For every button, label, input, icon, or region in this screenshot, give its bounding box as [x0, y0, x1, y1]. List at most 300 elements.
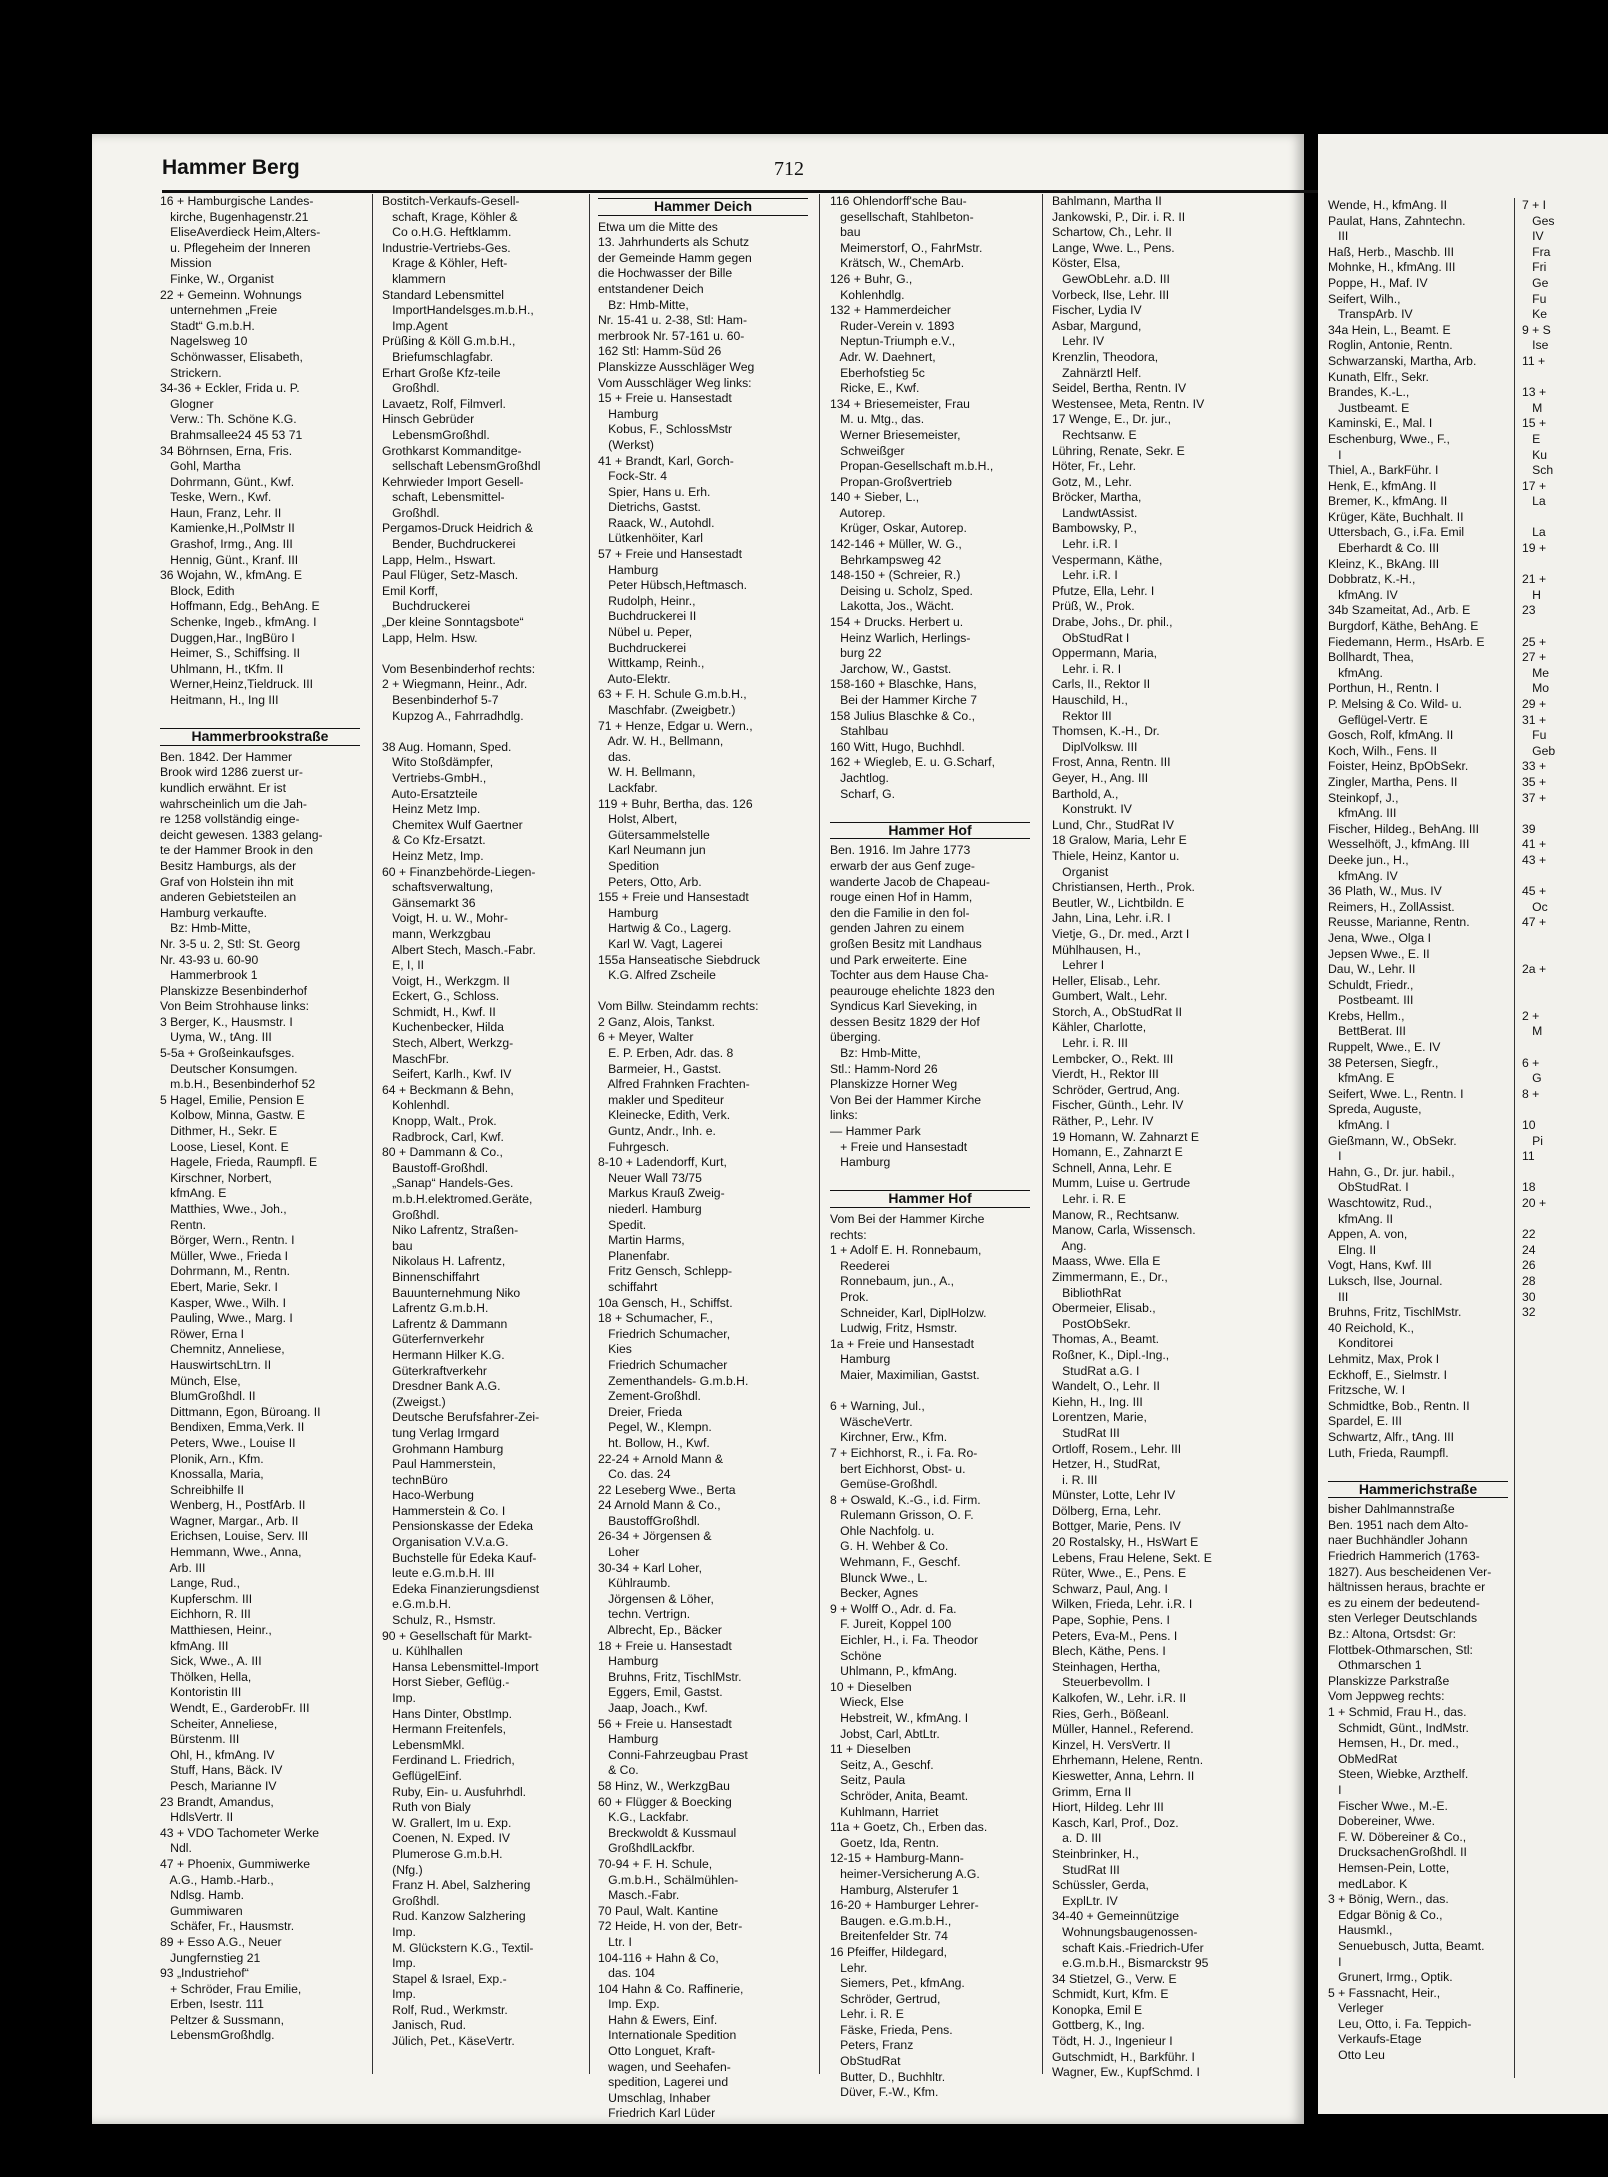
directory-line: Hemmann, Wwe., Anna,: [160, 1545, 302, 1560]
directory-line: Lapp, Helm. Hsw.: [382, 630, 478, 645]
directory-line: Kuhlmann, Harriet: [830, 1804, 939, 1819]
directory-line: W. H. Bellmann,: [598, 765, 696, 780]
directory-line: 119 + Buhr, Bertha, das. 126: [598, 796, 753, 811]
directory-line: Voigt, H. u. W., Mohr-: [382, 911, 508, 926]
directory-line: 27 +: [1522, 650, 1547, 665]
directory-line: Umschlag, Inhaber: [598, 2090, 711, 2105]
directory-line: 1827). Aus bescheidenen Ver-: [1328, 1564, 1492, 1579]
directory-line: Schmidt, Kurt, Kfm. E: [1052, 1987, 1169, 2002]
directory-line: die Hochwasser der Bille: [598, 266, 733, 281]
directory-line: Steuerbevollm. I: [1052, 1675, 1151, 1690]
directory-line: 3 Berger, K., Hausmstr. I: [160, 1014, 293, 1029]
directory-line: Karl W. Vagt, Lagerei: [598, 936, 723, 951]
directory-line: Fuhrgesch.: [598, 1139, 670, 1154]
directory-line: Seifert, Wwe. L., Rentn. I: [1328, 1086, 1464, 1101]
directory-line: Kühlraumb.: [598, 1576, 671, 1591]
directory-line: Wagner, Margar., Arb. II: [160, 1513, 299, 1528]
column-rule: [819, 194, 820, 2074]
directory-line: Otto Leu: [1328, 2048, 1385, 2063]
directory-line: Hoffmann, Edg., BehAng. E: [160, 599, 320, 614]
directory-line: Kobus, F., SchlossMstr: [598, 422, 733, 437]
directory-line: Gutschmidt, H., Barkführ. I: [1052, 2049, 1195, 2064]
directory-line: Bendixen, Emma,Verk. II: [160, 1420, 305, 1435]
directory-line: Fischer, Günth., Lehr. IV: [1052, 1098, 1184, 1113]
directory-line: das.: [598, 749, 632, 764]
directory-line: Propan-Großvertrieb: [830, 474, 952, 489]
directory-line: I: [1328, 1149, 1342, 1164]
directory-line: Pfutze, Ella, Lehr. I: [1052, 583, 1155, 598]
directory-line: Spier, Hans u. Erh.: [598, 484, 711, 499]
directory-line: anderen Gebietsteilen an: [160, 890, 297, 905]
directory-line: Schnell, Anna, Lehr. E: [1052, 1160, 1172, 1175]
directory-line: Schuldt, Friedr.,: [1328, 977, 1414, 992]
directory-line: 90 + Gesellschaft für Markt-: [382, 1628, 533, 1643]
directory-line: Kalkofen, W., Lehr. i.R. II: [1052, 1691, 1187, 1705]
directory-line: Co o.H.G. Heftklamm.: [382, 225, 512, 240]
directory-line: Eberhardt & Co. III: [1328, 541, 1440, 556]
directory-line: Guntz, Andr., Inh. e.: [598, 1124, 716, 1139]
directory-line: (Nfg.): [382, 1862, 423, 1877]
directory-line: Geflügel-Vertr. E: [1328, 712, 1428, 727]
directory-line: Gummiwaren: [160, 1903, 243, 1918]
directory-line: Hansa Lebensmittel-Import: [382, 1659, 539, 1674]
directory-line: Vietje, G., Dr. med., Arzt I: [1052, 926, 1190, 941]
directory-line: 20 +: [1522, 1196, 1547, 1210]
directory-line: 17 Wenge, E., Dr. jur.,: [1052, 412, 1171, 427]
directory-line: [1522, 557, 1602, 573]
directory-line: kfmAng. III: [1328, 806, 1397, 821]
directory-line: Lapp, Helm., Hswart.: [382, 552, 496, 567]
directory-line: Buchstelle für Edeka Kauf-: [382, 1550, 537, 1565]
directory-line: Co. das. 24: [598, 1467, 671, 1482]
directory-line: Lembcker, O., Rekt. III: [1052, 1051, 1174, 1066]
directory-line: Uyma, W., tAng. III: [160, 1030, 272, 1045]
directory-line: u. Kühlhallen: [382, 1644, 463, 1659]
directory-line: 155 + Freie und Hansestadt: [598, 890, 749, 905]
directory-line: peaurouge ehelichte 1823 den: [830, 983, 995, 998]
directory-line: Organisation V.V.a.G.: [382, 1535, 509, 1550]
directory-line: Bröcker, Martha,: [1052, 490, 1142, 505]
directory-line: 22: [1522, 1227, 1536, 1242]
directory-line: WäscheVertr.: [830, 1414, 913, 1429]
directory-line: spedition, Lagerei und: [598, 2075, 729, 2090]
directory-line: Friedrich Schumacher: [598, 1357, 728, 1372]
directory-line: Masch.-Fabr.: [598, 1888, 680, 1903]
directory-line: 32: [1522, 1305, 1536, 1320]
column-1: [160, 194, 360, 2094]
directory-line: großen Besitz mit Landhaus: [830, 936, 982, 951]
directory-line: 6 + Warning, Jul.,: [830, 1399, 925, 1414]
directory-line: Eggers, Emil, Gastst.: [598, 1685, 723, 1700]
directory-line: Heimer, S., Schiffsing. II: [160, 646, 300, 661]
directory-line: m.b.H., Besenbinderhof 52: [160, 1077, 316, 1092]
directory-line: 22 + Gemeinn. Wohnungs: [160, 287, 302, 302]
directory-line: leute e.G.m.b.H. III: [382, 1566, 495, 1581]
directory-line: 1 + Schmid, Frau H., das.: [1328, 1705, 1467, 1719]
directory-line: Albrecht, Ep., Bäcker: [598, 1623, 722, 1638]
directory-line: Fu: [1522, 291, 1547, 306]
directory-line: kundlich erwähnt. Er ist: [160, 780, 286, 795]
directory-line: Hagele, Frieda, Raumpfl. E: [160, 1155, 318, 1170]
directory-line: 10: [1522, 1118, 1536, 1133]
directory-line: 20 Rostalsky, H., HsWart E: [1052, 1535, 1199, 1550]
directory-line: kfmAng. E: [160, 1186, 227, 1201]
directory-line: Schwarzanski, Martha, Arb.: [1328, 353, 1477, 368]
directory-line: Zimmermann, E., Dr.,: [1052, 1269, 1168, 1284]
directory-line: Tochter aus dem Hause Cha-: [830, 968, 989, 983]
directory-line: Maass, Wwe. Ella E: [1052, 1254, 1161, 1269]
column-5: [1052, 194, 1270, 2094]
directory-line: Behrkampsweg 42: [830, 552, 942, 567]
directory-line: Binnenschiffahrt: [382, 1269, 480, 1284]
directory-line: Haco-Werbung: [382, 1488, 474, 1503]
directory-line: 43 + VDO Tachometer Werke: [160, 1825, 320, 1840]
directory-line: Geyer, H., Ang. III: [1052, 770, 1149, 785]
directory-line: Holst, Albert,: [598, 812, 678, 827]
directory-line: 60 + Finanzbehörde-Liegen-: [382, 864, 536, 879]
directory-line: Imp.: [382, 1691, 416, 1705]
directory-line: Peltzer & Sussmann,: [160, 2012, 284, 2027]
directory-line: 17 +: [1522, 478, 1547, 493]
directory-line: Bender, Buchdruckerei: [382, 537, 516, 552]
directory-line: F. W. Döbereiner & Co.,: [1328, 1829, 1467, 1844]
directory-line: 2 + Wiegmann, Heinr., Adr.: [382, 677, 528, 692]
directory-line: Horst Sieber, Geflüg.-: [382, 1675, 510, 1690]
directory-line: Lehr. IV: [1052, 334, 1105, 349]
directory-line: Steinhagen, Hertha,: [1052, 1659, 1161, 1674]
directory-line: Schröder, Gertrud, Ang.: [1052, 1082, 1181, 1097]
directory-line: Senuebusch, Jutta, Beamt.: [1328, 1938, 1485, 1953]
directory-line: Peter Hübsch,Heftmasch.: [598, 578, 748, 593]
directory-line: 34 Stietzel, G., Verw. E: [1052, 1971, 1177, 1986]
directory-line: Chemitex Wulf Gaertner: [382, 817, 523, 832]
directory-line: Rulemann Grisson, O. F.: [830, 1508, 974, 1523]
directory-line: 29 +: [1522, 697, 1547, 711]
directory-line: Kohlenhdlg.: [830, 287, 905, 302]
directory-line: Pensionskasse der Edeka: [382, 1519, 534, 1534]
directory-line: Dithmer, H., Sekr. E: [160, 1124, 278, 1139]
directory-line: Deising u. Scholz, Sped.: [830, 583, 973, 598]
directory-line: HdlsVertr. II: [160, 1810, 234, 1825]
directory-line: ht. Bollow, H., Kwf.: [598, 1435, 710, 1450]
directory-line: Othmarschen 1: [1328, 1658, 1422, 1673]
directory-line: 41 +: [1522, 837, 1547, 852]
directory-line: Lafrentz & Dammann: [382, 1316, 508, 1331]
directory-line: Baustoff-Großhdl.: [382, 1160, 489, 1175]
directory-line: Stadt“ G.m.b.H.: [160, 318, 255, 333]
directory-line: Reederei: [830, 1258, 890, 1273]
directory-line: Wittkamp, Reinh.,: [598, 656, 705, 671]
directory-line: Konditorei: [1328, 1336, 1394, 1351]
directory-line: Ndlsg. Hamb.: [160, 1888, 244, 1903]
directory-line: 24 Arnold Mann & Co.,: [598, 1498, 721, 1513]
directory-line: Dietrichs, Gastst.: [598, 500, 701, 515]
column-rule: [589, 194, 590, 2074]
directory-line: Friedrich Karl Lüder: [598, 2106, 716, 2121]
directory-line: Mission: [160, 256, 212, 271]
directory-line: und Park erweiterte. Eine: [830, 952, 967, 967]
directory-line: Finke, W., Organist: [160, 271, 274, 286]
directory-line: Friedrich Schumacher,: [598, 1326, 731, 1341]
directory-line: 35 +: [1522, 774, 1547, 789]
directory-line: M. u. Mtg., das.: [830, 412, 925, 427]
directory-line: merbrook Nr. 57-161 u. 60-: [598, 328, 745, 343]
directory-line: Wesselhöft, J., kfmAng. III: [1328, 837, 1470, 852]
directory-line: Lütkenhöiter, Karl: [598, 531, 704, 546]
directory-line: Bz: Hmb-Mitte,: [830, 1046, 921, 1061]
directory-line: 132 + Hammerdeicher: [830, 303, 951, 318]
directory-line: bau: [382, 1238, 413, 1253]
directory-line: Schmidt, H., Kwf. II: [382, 1004, 496, 1019]
directory-line: ExplLtr. IV: [1052, 1893, 1118, 1908]
directory-line: Ang.: [1052, 1238, 1087, 1253]
directory-line: Jarchow, W., Gastst.: [830, 661, 952, 676]
directory-line: 38 Aug. Homann, Sped.: [382, 739, 512, 754]
directory-line: Coenen, N. Exped. IV: [382, 1831, 511, 1846]
column-rule: [1514, 198, 1515, 2078]
directory-line: BettBerat. III: [1328, 1024, 1406, 1039]
street-heading: Hammer Hof: [830, 1190, 1030, 1208]
directory-line: Peters, Franz: [830, 2038, 914, 2053]
directory-line: Flottbek-Othmarschen, Stl:: [1328, 1642, 1473, 1657]
directory-line: Leu, Otto, i. Fa. Teppich-: [1328, 2016, 1472, 2031]
directory-line: Müller, Hannel., Referend.: [1052, 1722, 1194, 1737]
directory-line: Jülich, Pet., KäseVertr.: [382, 2034, 515, 2049]
directory-line: Zementhandels- G.m.b.H.: [598, 1373, 749, 1388]
directory-line: Schüssler, Gerda,: [1052, 1878, 1149, 1893]
directory-line: [1522, 931, 1602, 947]
directory-line: Heinz Metz, Imp.: [382, 848, 484, 863]
directory-line: Lehr. i. R. III: [1052, 1036, 1128, 1051]
directory-line: Zingler, Martha, Pens. II: [1328, 774, 1458, 789]
directory-line: Ise: [1522, 338, 1549, 353]
directory-line: [382, 724, 578, 740]
directory-line: genden Jahren zu einem: [830, 921, 965, 936]
directory-line: I: [1328, 447, 1342, 462]
directory-line: BaustoffGroßhdl.: [598, 1513, 701, 1528]
directory-line: 140 + Sieber, L.,: [830, 490, 920, 505]
directory-line: 11 + Dieselben: [830, 1742, 911, 1757]
directory-line: G.m.b.H., Schälmühlen-: [598, 1872, 739, 1887]
column-rule: [1042, 194, 1043, 2074]
directory-line: Hennig, Günt., Kranf. III: [160, 552, 299, 567]
directory-line: Kiehn, H., Ing. III: [1052, 1394, 1143, 1409]
directory-line: [1328, 1461, 1508, 1477]
directory-line: Paul Hammerstein,: [382, 1457, 496, 1472]
directory-line: Graf von Holstein ihn mit: [160, 874, 294, 889]
directory-line: Chemnitz, Anneliese,: [160, 1342, 285, 1357]
directory-line: Dölberg, Erna, Lehr.: [1052, 1503, 1162, 1518]
directory-line: kfmAng. I: [1328, 1118, 1390, 1133]
directory-line: Jungfernstieg 21: [160, 1950, 261, 1965]
directory-line: Großhdl.: [382, 505, 440, 520]
directory-line: bau: [830, 225, 861, 240]
directory-line: Planenfabr.: [598, 1248, 670, 1263]
directory-line: [1522, 1212, 1602, 1228]
directory-line: bert Eichhorst, Obst- u.: [830, 1461, 966, 1476]
directory-line: Jobst, Carl, AbtLtr.: [830, 1726, 940, 1741]
directory-line: E, I, II: [382, 958, 424, 973]
directory-line: Lakotta, Jos., Wächt.: [830, 599, 954, 614]
directory-line: Duggen,Har., IngBüro I: [160, 630, 295, 645]
directory-line: 19 Homann, W. Zahnarzt E: [1052, 1129, 1199, 1144]
directory-line: Dresdner Bank A.G.: [382, 1379, 501, 1394]
directory-line: Rentn.: [160, 1217, 207, 1232]
directory-line: Ku: [1522, 447, 1548, 462]
directory-line: i. R. III: [1052, 1472, 1098, 1487]
directory-line: Dohrmann, M., Rentn.: [160, 1264, 291, 1279]
directory-line: Brahmsallee24 45 53 71: [160, 427, 303, 442]
directory-line: 18: [1522, 1180, 1536, 1195]
directory-line: Lehrer I: [1052, 958, 1105, 973]
directory-line: Fra: [1522, 244, 1551, 259]
directory-line: Wandelt, O., Lehr. II: [1052, 1379, 1160, 1394]
directory-line: 47 + Phoenix, Gummiwerke: [160, 1856, 311, 1871]
page-number: 712: [774, 158, 804, 180]
directory-line: Blech, Käthe, Pens. I: [1052, 1644, 1166, 1659]
directory-line: Ltr. I: [598, 1934, 632, 1949]
directory-line: Jankowski, P., Dir. i. R. II: [1052, 209, 1186, 224]
directory-line: 11a + Goetz, Ch., Erben das.: [830, 1820, 988, 1835]
directory-line: Buchdruckerei: [598, 640, 687, 655]
directory-line: Mohnke, H., kfmAng. III: [1328, 260, 1456, 275]
directory-line: Hahn & Ewers, Einf.: [598, 2012, 718, 2027]
directory-line: 30: [1522, 1289, 1536, 1304]
directory-line: 93 „Industriehof“: [160, 1966, 249, 1981]
directory-line: & Co.: [598, 1763, 639, 1778]
directory-line: Imp.Agent: [382, 318, 448, 333]
directory-line: Dohrmann, Günt., Kwf.: [160, 474, 295, 489]
directory-line: 19 +: [1522, 541, 1547, 556]
directory-line: 23: [1522, 603, 1536, 618]
directory-line: Mo: [1522, 681, 1550, 696]
directory-line: 6 +: [1522, 1055, 1540, 1070]
directory-line: Carls, II., Rektor II: [1052, 677, 1151, 692]
directory-line: Ges: [1522, 213, 1555, 228]
directory-line: Stuff, Hans, Bäck. IV: [160, 1763, 283, 1778]
directory-line: G: [1522, 1071, 1542, 1086]
directory-line: e.G.m.b.H., Bismarckstr 95: [1052, 1956, 1209, 1971]
directory-line: Ronnebaum, jun., A.,: [830, 1274, 954, 1289]
directory-line: Janisch, Rud.: [382, 2018, 466, 2033]
directory-line: Schwarz, Paul, Ang. I: [1052, 1581, 1168, 1596]
directory-line: Jachtlog.: [830, 770, 889, 785]
directory-line: HauswirtschLtrn. II: [160, 1357, 272, 1372]
directory-line: 56 + Freie u. Hansestadt: [598, 1716, 732, 1731]
directory-line: Kuchenbecker, Hilda: [382, 1020, 504, 1035]
directory-line: 70-94 + F. H. Schule,: [598, 1856, 713, 1871]
directory-line: 2a +: [1522, 962, 1547, 977]
directory-line: Hetzer, H., StudRat,: [1052, 1457, 1161, 1472]
directory-line: 34-36 + Eckler, Frida u. P.: [160, 381, 300, 396]
directory-line: Adr. W. Daehnert,: [830, 349, 936, 364]
directory-line: Wagner, Ew., KupfSchmd. I: [1052, 2065, 1200, 2080]
directory-line: La: [1522, 525, 1546, 540]
directory-line: Fritzsche, W. I: [1328, 1383, 1406, 1398]
directory-line: Rud. Kanzow Salzhering: [382, 1909, 526, 1924]
directory-line: Ludwig, Fritz, Hsmstr.: [830, 1321, 958, 1336]
directory-line: Deutsche Berufsfahrer-Zei-: [382, 1410, 540, 1425]
directory-line: Steen, Wiebke, Arzthelf.: [1328, 1767, 1469, 1782]
directory-line: Schäfer, Fr., Hausmstr.: [160, 1919, 295, 1934]
directory-line: F. Jureit, Koppel 100: [830, 1617, 952, 1632]
directory-line: Maschfabr. (Zweigbetr.): [598, 703, 736, 717]
directory-line: GeflügelEinf.: [382, 1768, 462, 1783]
directory-line: Rektor III: [1052, 708, 1112, 723]
directory-line: Röwer, Erna I: [160, 1326, 244, 1341]
running-title: Hammer Berg: [162, 156, 300, 179]
directory-line: Vom Besenbinderhof rechts:: [382, 661, 536, 676]
directory-line: Von Bei der Hammer Kirche: [830, 1092, 982, 1107]
directory-line: Emil Korff,: [382, 583, 438, 598]
directory-line: Briefumschlagfabr.: [382, 349, 494, 364]
directory-line: Großhdl.: [382, 1893, 440, 1908]
directory-line: Rudolph, Heinr.,: [598, 593, 696, 608]
directory-line: Seifert, Wilh.,: [1328, 291, 1401, 306]
directory-line: 28: [1522, 1273, 1536, 1288]
directory-line: Münster, Lotte, Lehr IV: [1052, 1488, 1176, 1503]
directory-line: Planskizze Besenbinderhof: [160, 983, 308, 998]
directory-line: Lehr. i. R. E: [830, 2007, 904, 2022]
directory-line: Deeke jun., H.,: [1328, 852, 1409, 867]
directory-line: Stech, Albert, Werkzg-: [382, 1036, 514, 1051]
directory-line: burg 22: [830, 646, 882, 661]
right-column-2: [1522, 198, 1602, 2098]
directory-line: Ben. 1842. Der Hammer: [160, 749, 293, 764]
directory-line: 34b Szameitat, Ad., Arb. E: [1328, 603, 1471, 618]
directory-line: Kleinz, K., BkAng. III: [1328, 556, 1440, 571]
directory-line: 7 + Eichhorst, R., i. Fa. Ro-: [830, 1445, 978, 1460]
directory-line: Hiort, Hildeg. Lehr III: [1052, 1800, 1164, 1815]
directory-line: Börger, Wern., Rentn. I: [160, 1233, 295, 1248]
directory-line: K.G. Alfred Zscheile: [598, 968, 716, 983]
directory-line: u. Pflegeheim der Inneren: [160, 240, 311, 255]
directory-line: Ferdinand L. Friedrich,: [382, 1753, 515, 1768]
directory-line: Nr. 43-93 u. 60-90: [160, 952, 259, 967]
directory-line: Grohmann Hamburg: [382, 1441, 504, 1456]
directory-line: Bz.: Altona, Ortsdst: Gr:: [1328, 1627, 1457, 1642]
directory-line: 23 Brandt, Amandus,: [160, 1794, 274, 1809]
directory-line: [160, 709, 360, 725]
directory-line: Bz: Hmb-Mitte,: [598, 297, 689, 312]
directory-line: 41 + Brandt, Karl, Gorch-: [598, 453, 734, 468]
directory-line: Paul Flüger, Setz-Masch.: [382, 568, 519, 583]
directory-line: Wendt, E., GarderobFr. III: [160, 1701, 310, 1715]
directory-line: Fäske, Frieda, Pens.: [830, 2022, 953, 2037]
directory-line: (Zweigst.): [382, 1394, 446, 1409]
directory-line: Pegel, W., Klempn.: [598, 1420, 712, 1435]
directory-line: Lehr.: [830, 1960, 868, 1975]
directory-line: Vertriebs-GmbH.,: [382, 770, 487, 785]
directory-line: Knopp, Walt., Prok.: [382, 1114, 497, 1129]
directory-line: Haß, Herb., Maschb. III: [1328, 244, 1454, 259]
directory-line: 34-40 + Gemeinnützige: [1052, 1909, 1180, 1924]
directory-line: Planskizze Parkstraße: [1328, 1673, 1450, 1688]
directory-line: Kupferschm. III: [160, 1591, 253, 1606]
directory-line: Eschenburg, Wwe., F.,: [1328, 431, 1450, 446]
directory-line: Rolf, Rud., Werkmstr.: [382, 2002, 508, 2017]
directory-line: Conni-Fahrzeugbau Prast: [598, 1747, 748, 1762]
directory-line: 126 + Buhr, G.,: [830, 271, 913, 286]
directory-line: Spedit.: [598, 1217, 647, 1232]
directory-line: Manow, Carla, Wissensch.: [1052, 1223, 1196, 1238]
directory-line: Brook wird 1286 zuerst ur-: [160, 765, 303, 780]
directory-line: Vespermann, Käthe,: [1052, 552, 1163, 567]
directory-line: schaftsverwaltung,: [382, 880, 494, 895]
directory-line: Schweißger: [830, 443, 905, 458]
directory-line: schaft, Krage, Köhler &: [382, 209, 518, 224]
directory-line: Scharf, G.: [830, 786, 896, 801]
